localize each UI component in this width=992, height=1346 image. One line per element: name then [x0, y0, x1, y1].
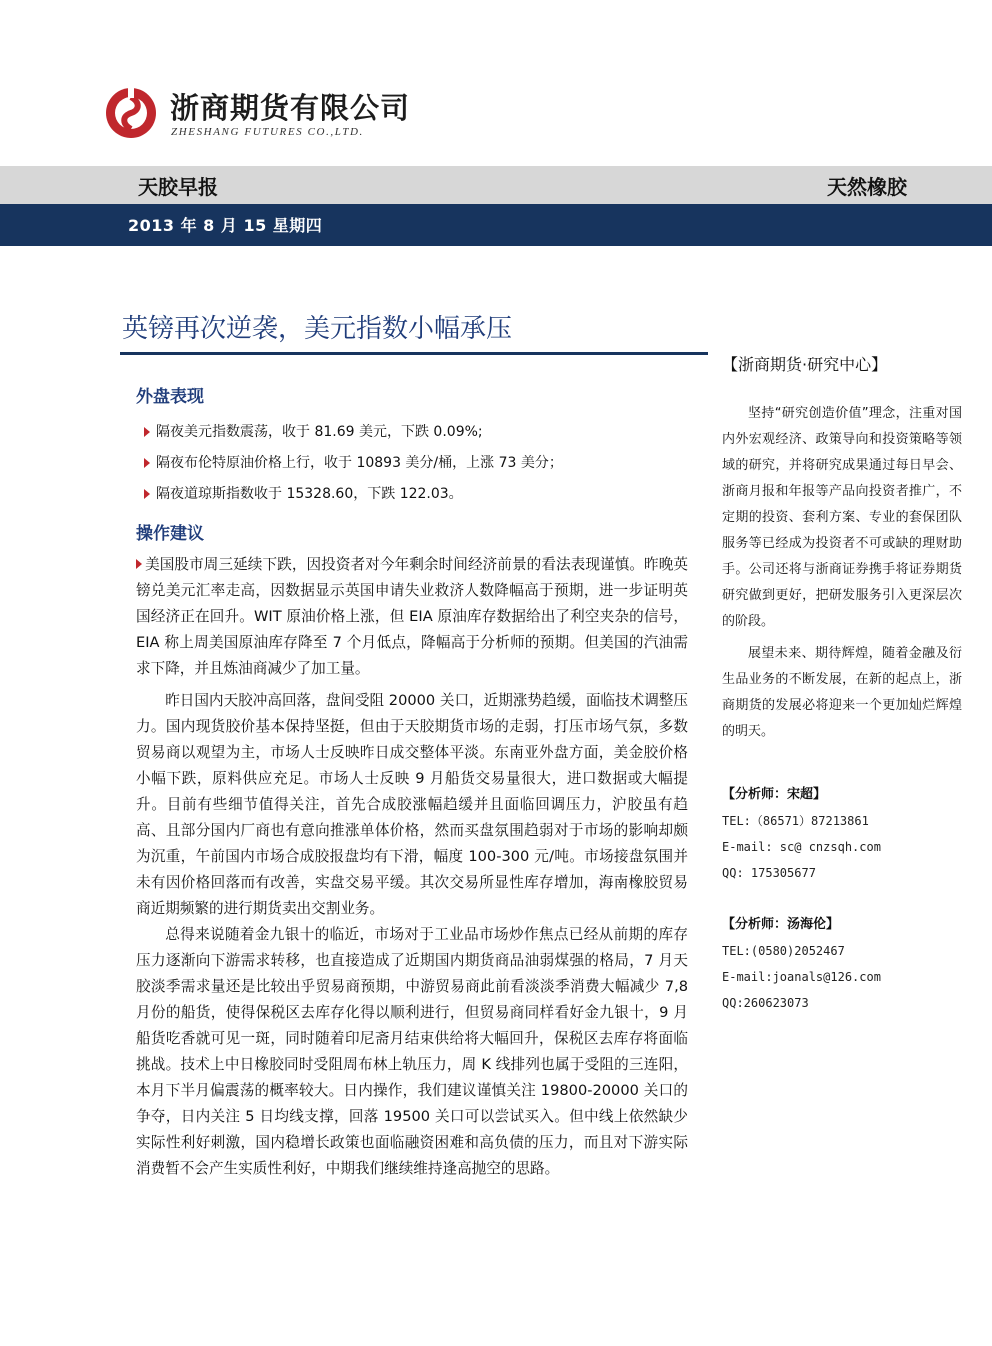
- section-title-advice: 操作建议: [136, 524, 204, 544]
- section-title-overseas: 外盘表现: [136, 387, 204, 407]
- bullet-arrow-icon: [136, 559, 142, 569]
- advice-paragraph-text: 美国股市周三延续下跌，因投资者对今年剩余时间经济前景的看法表现谨慎。昨晚英镑兑美元汇率走高，因数据显示英国申请失业救济人数降幅高于预期，进一步证明英国经济正在回升。WIT 原油价格上涨，但 EIA 原油库存数据给出了利空夹杂的信号，EIA 称上周美国原油库存降至 7 个月低点，降幅高于分析师的预期。但美国的汽油需求下降，并且炼油商减少了加工量。: [136, 556, 688, 677]
- analyst-title: 【分析师：汤海伦】: [722, 917, 840, 932]
- main-column: [136, 382, 688, 1182]
- analyst-tel: TEL:(0580)2052467: [722, 944, 845, 958]
- analyst-qq: QQ: 175305677: [722, 866, 816, 880]
- report-date: 2013 年 8 月 15 星期四: [128, 216, 323, 235]
- overseas-item: [136, 421, 688, 443]
- analyst-qq: QQ:260623073: [722, 996, 809, 1010]
- analyst-card: [722, 912, 962, 1016]
- company-logo: [104, 82, 411, 144]
- sidebar: [722, 352, 962, 745]
- company-logo-icon: [104, 86, 158, 140]
- company-name: 浙商期货有限公司: [170, 91, 411, 125]
- report-category: 天然橡胶: [827, 175, 907, 199]
- sidebar-paragraph: 展望未来、期待辉煌，随着金融及衍生品业务的不断发展，在新的起点上，浙商期货的发展必将迎来一个更加灿烂辉煌的明天。: [722, 646, 962, 739]
- bullet-arrow-icon: [144, 458, 150, 468]
- analyst-card: [722, 782, 962, 886]
- overseas-item-text: 隔夜布伦特原油价格上行，收于 10893 美分/桶，上涨 73 美分；: [156, 455, 563, 471]
- overseas-item: [136, 483, 688, 505]
- date-band: [0, 204, 992, 246]
- overseas-item-text: 隔夜美元指数震荡，收于 81.69 美元，下跌 0.09%;: [156, 424, 483, 440]
- bullet-arrow-icon: [144, 427, 150, 437]
- overseas-item: [136, 452, 688, 474]
- advice-paragraph: 总得来说随着金九银十的临近，市场对于工业品市场炒作焦点已经从前期的库存压力逐渐向下游需求转移，也直接造成了近期国内期货商品油弱煤强的格局，7 月天胶淡季需求量还是比较出乎贸易商预期，中游贸易商此前看淡淡季消费大幅减少 7,8 月份的船货，使得保税区去库存化得以顺利进行，但贸易商同样看好金九银十，9 月船货吃香就可见一斑，同时随着印尼斋月结束供给将大幅回升，保税区去库存将面临挑战。技术上中日橡胶同时受阻周布林上轨压力，周 K 线排列也属于受阻的三连阳，本月下半月偏震荡的概率较大。日内操作，我们建议谨慎关注 19800-20000 关口的争夺，日内关注 5 日均线支撑，回落 19500 关口可以尝试买入。但中线上依然缺少实际性利好刺激，国内稳增长政策也面临融资困难和高负债的压力，而且对下游实际消费暂不会产生实质性利好，中期我们继续维持逢高抛空的思路。: [136, 926, 688, 1177]
- advice-paragraph: [136, 552, 688, 682]
- report-name: 天胶早报: [138, 175, 218, 199]
- sidebar-paragraph: 坚持“研究创造价值”理念，注重对国内外宏观经济、政策导向和投资策略等领域的研究，并将研究成果通过每日早会、浙商月报和年报等产品向投资者推广，不定期的投资、套利方案、专业的套保团队服务等已经成为投资者不可或缺的理财助手。公司还将与浙商证券携手将证券期货研究做到更好，把研发服务引入更深层次的阶段。: [722, 406, 962, 629]
- overseas-item-text: 隔夜道琼斯指数收于 15328.60，下跌 122.03。: [156, 486, 463, 502]
- company-name-en: ZHESHANG FUTURES CO.,LTD.: [171, 126, 364, 138]
- report-headline: 英镑再次逆袭，美元指数小幅承压: [122, 314, 513, 344]
- headline-divider: [120, 352, 708, 355]
- advice-paragraph: 昨日国内天胶冲高回落，盘间受阻 20000 关口，近期涨势趋缓，面临技术调整压力。国内现货胶价基本保持坚挺，但由于天胶期货市场的走弱，打压市场气氛，多数贸易商以观望为主，市场人士反映昨日成交整体平淡。东南亚外盘方面，美金胶价格小幅下跌，原料供应充足。市场人士反映 9 月船货交易量很大，进口数据或大幅提升。目前有些细节值得关注，首先合成胶涨幅趋缓并且面临回调压力，沪胶虽有趋高、且部分国内厂商也有意向推涨单体价格，然而买盘氛围趋弱对于市场的影响却颇为沉重，午前国内市场合成胶报盘均有下滑，幅度 100-300 元/吨。市场接盘氛围并未有因价格回落而有改善，实盘交易平缓。其次交易所显性库存增加，海南橡胶贸易商近期频繁的进行期货卖出交割业务。: [136, 692, 688, 917]
- analyst-title: 【分析师：宋超】: [722, 787, 827, 802]
- analyst-email: E-mail:joanals@126.com: [722, 970, 881, 984]
- report-header-band: [0, 166, 992, 204]
- analyst-tel: TEL:（86571）87213861: [722, 814, 869, 828]
- analyst-email: E-mail: sc@ cnzsqh.com: [722, 840, 881, 854]
- bullet-arrow-icon: [144, 489, 150, 499]
- sidebar-heading: 【浙商期货·研究中心】: [722, 355, 888, 374]
